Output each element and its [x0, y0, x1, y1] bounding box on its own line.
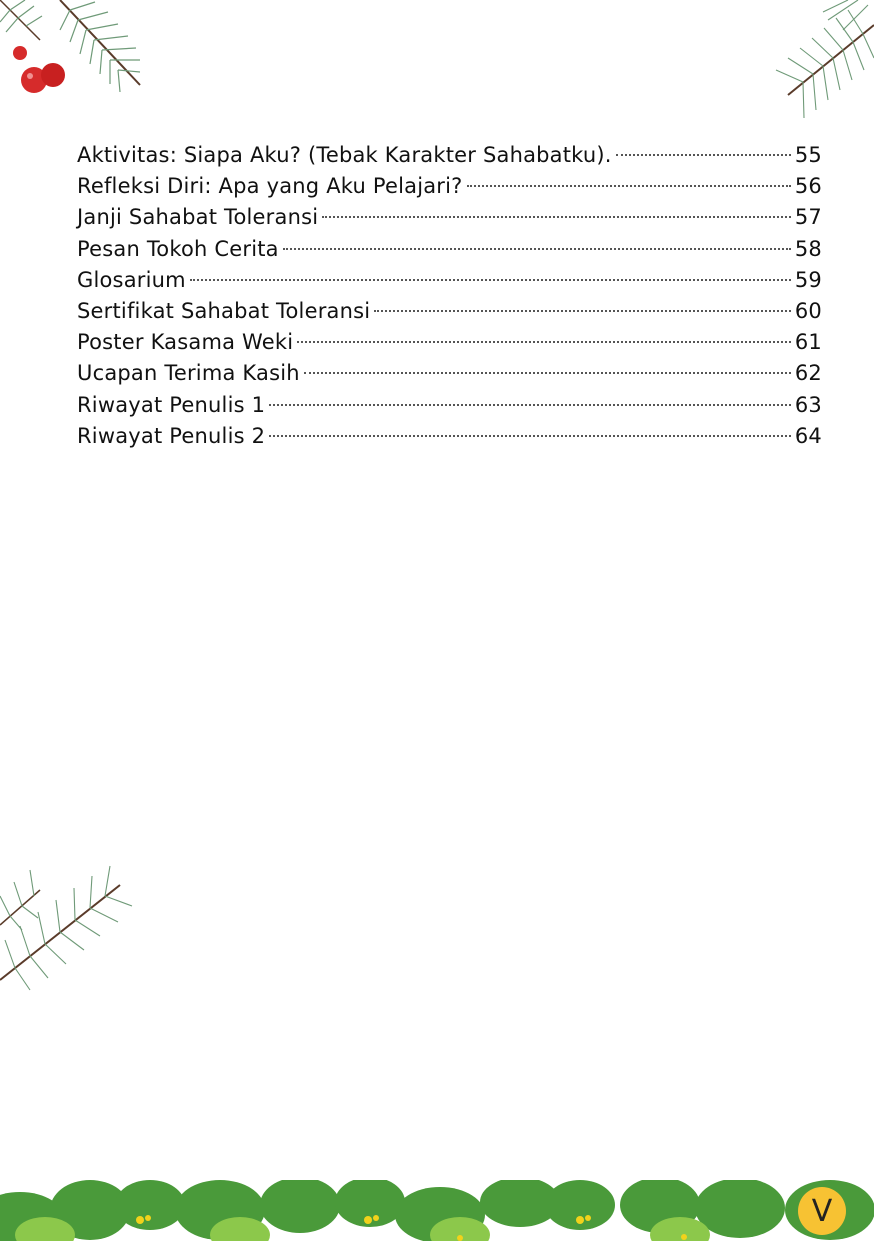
toc-dot-leader	[283, 248, 791, 250]
toc-entry-title: Janji Sahabat Toleransi	[77, 205, 319, 230]
toc-entry-page: 64	[794, 423, 822, 448]
toc-entry	[77, 296, 822, 327]
toc-entry-page: 56	[794, 174, 822, 199]
toc-entry-title: Sertifikat Sahabat Toleransi	[77, 298, 371, 323]
toc-entry	[77, 140, 822, 171]
toc-entry	[77, 265, 822, 296]
toc-entry-page: 55	[794, 143, 822, 167]
toc-entry-title: Pesan Tokoh Cerita	[77, 236, 279, 261]
toc-entry-title: Riwayat Penulis 2	[77, 423, 266, 448]
toc-entry	[77, 327, 822, 358]
toc-dot-leader	[304, 372, 791, 374]
toc-entry	[77, 202, 822, 233]
toc-dot-leader	[297, 341, 791, 343]
toc-entry-title: Poster Kasama Weki	[77, 330, 294, 355]
toc-entry-page: 58	[794, 236, 822, 261]
pine-decoration-top-right	[728, 0, 874, 140]
toc-dot-leader	[190, 279, 791, 281]
toc-entry-page: 61	[794, 330, 822, 355]
toc-entry	[77, 171, 822, 202]
toc-dot-leader	[374, 310, 791, 312]
page-number: V	[811, 1193, 833, 1229]
toc-dot-leader	[269, 435, 791, 437]
toc-entry-title: Ucapan Terima Kasih	[77, 361, 300, 386]
toc-entry-page: 57	[794, 205, 822, 230]
page-number-badge	[798, 1187, 846, 1235]
toc-dot-leader	[467, 185, 791, 187]
toc-dot-leader	[616, 154, 791, 156]
toc-entry-title: Glosarium	[77, 267, 186, 292]
toc-entry-title: Refleksi Diri: Apa yang Aku Pelajari?	[77, 174, 463, 199]
pine-decoration-left	[0, 830, 135, 1000]
toc-entry-title: Aktivitas: Siapa Aku? (Tebak Karakter Sahabatku).	[77, 143, 612, 167]
toc-entry-page: 59	[794, 267, 822, 292]
toc-entry-page: 63	[794, 392, 822, 417]
toc-dot-leader	[322, 216, 791, 218]
toc-entry-page: 60	[794, 298, 822, 323]
toc-entry	[77, 358, 822, 389]
toc-entry-page: 62	[794, 361, 822, 386]
bush-decoration-bottom	[0, 1180, 874, 1241]
pine-berries-decoration-top-left	[0, 0, 150, 110]
toc-entry-title: Riwayat Penulis 1	[77, 392, 266, 417]
table-of-contents	[77, 140, 822, 452]
toc-entry	[77, 234, 822, 265]
toc-entry	[77, 421, 822, 452]
toc-entry	[77, 390, 822, 421]
toc-dot-leader	[269, 404, 791, 406]
